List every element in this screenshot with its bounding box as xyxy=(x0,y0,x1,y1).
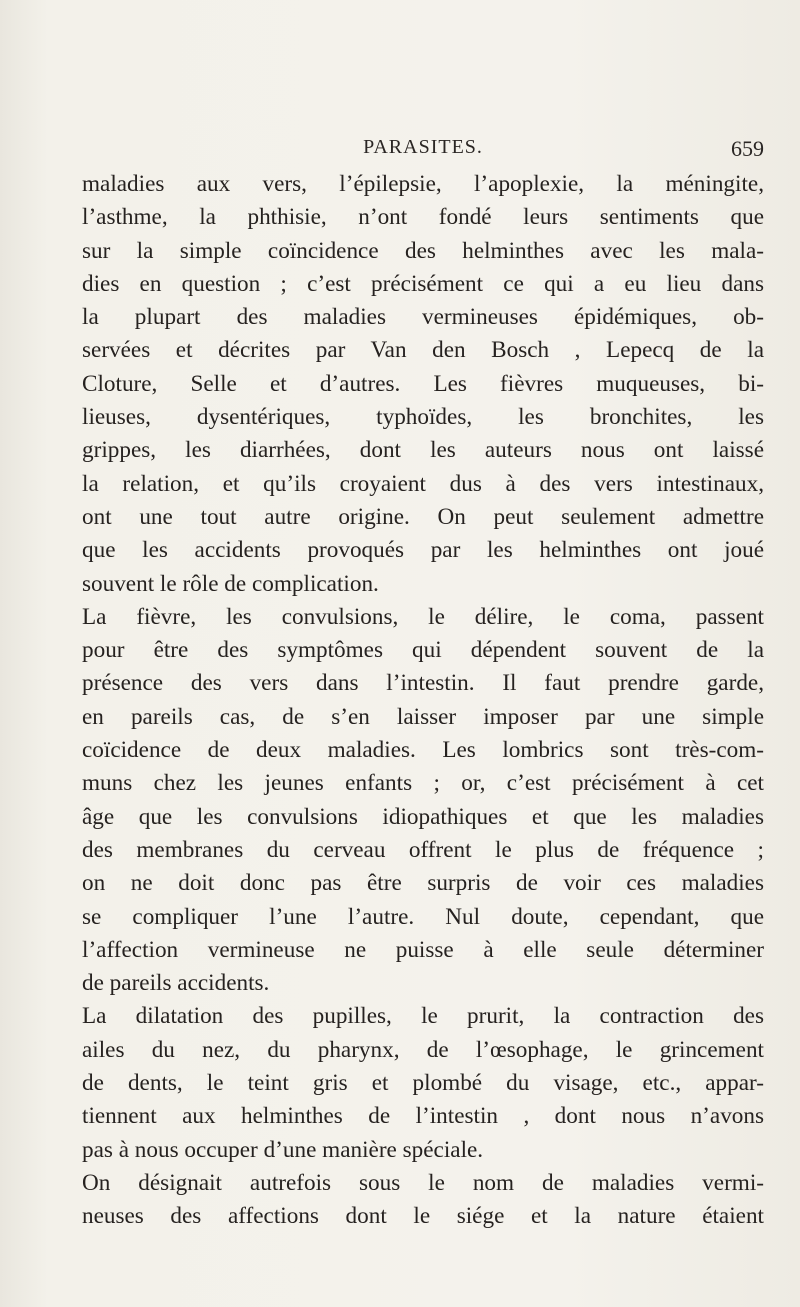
text-line: l’asthme, la phthisie, n’ont fondé leurs sentiments que xyxy=(82,204,764,231)
text-line: que les accidents provoqués par les helminthes ont joué xyxy=(82,537,764,564)
text-line: coïcidence de deux maladies. Les lombrics sont très-com- xyxy=(82,737,764,764)
text-line: souvent le rôle de complication. xyxy=(82,570,379,597)
running-head xyxy=(82,136,764,164)
running-title: PARASITES. xyxy=(363,136,483,158)
body-text xyxy=(82,168,764,1234)
text-line: la relation, et qu’ils croyaient dus à des vers intestinaux, xyxy=(82,470,764,497)
text-line: muns chez les jeunes enfants ; or, c’est précisément à cet xyxy=(82,770,764,797)
text-line: La fièvre, les convulsions, le délire, le coma, passent xyxy=(82,603,764,630)
text-line: ailes du nez, du pharynx, de l’œsophage, le grincement xyxy=(82,1036,764,1063)
text-line: ont une tout autre origine. On peut seulement admettre xyxy=(82,503,764,530)
text-line: en pareils cas, de s’en laisser imposer par une simple xyxy=(82,703,764,730)
text-line: La dilatation des pupilles, le prurit, la contraction des xyxy=(82,1003,764,1030)
text-line: présence des vers dans l’intestin. Il faut prendre garde, xyxy=(82,670,764,697)
text-line: des membranes du cerveau offrent le plus de fréquence ; xyxy=(82,836,764,863)
text-line: de pareils accidents. xyxy=(82,970,270,997)
text-line: Cloture, Selle et d’autres. Les fièvres muqueuses, bi- xyxy=(82,370,764,397)
text-line: neuses des affections dont le siége et la nature étaient xyxy=(82,1203,764,1230)
text-line: lieuses, dysentériques, typhoïdes, les bronchites, les xyxy=(82,404,764,431)
page-number: 659 xyxy=(731,136,764,161)
text-line: pour être des symptômes qui dépendent souvent de la xyxy=(82,637,764,664)
text-line: on ne doit donc pas être surpris de voir ces maladies xyxy=(82,870,764,897)
text-line: dies en question ; c’est précisément ce qui a eu lieu dans xyxy=(82,270,764,297)
text-line: servées et décrites par Van den Bosch , Lepecq de la xyxy=(82,337,764,364)
text-line: sur la simple coïncidence des helminthes avec les mala- xyxy=(82,237,764,264)
text-line: On désignait autrefois sous le nom de maladies vermi- xyxy=(82,1169,764,1196)
text-line: âge que les convulsions idiopathiques et que les maladies xyxy=(82,803,764,830)
text-line: de dents, le teint gris et plombé du visage, etc., appar- xyxy=(82,1070,764,1097)
text-line: la plupart des maladies vermineuses épidémiques, ob- xyxy=(82,304,764,331)
text-line: se compliquer l’une l’autre. Nul doute, cependant, que xyxy=(82,903,764,930)
text-line: pas à nous occuper d’une manière spéciale. xyxy=(82,1136,484,1163)
text-line: l’affection vermineuse ne puisse à elle seule déterminer xyxy=(82,936,764,963)
text-line: tiennent aux helminthes de l’intestin , dont nous n’avons xyxy=(82,1103,764,1130)
text-line: grippes, les diarrhées, dont les auteurs nous ont laissé xyxy=(82,437,764,464)
text-line: maladies aux vers, l’épilepsie, l’apoplexie, la méningite, xyxy=(82,171,764,197)
